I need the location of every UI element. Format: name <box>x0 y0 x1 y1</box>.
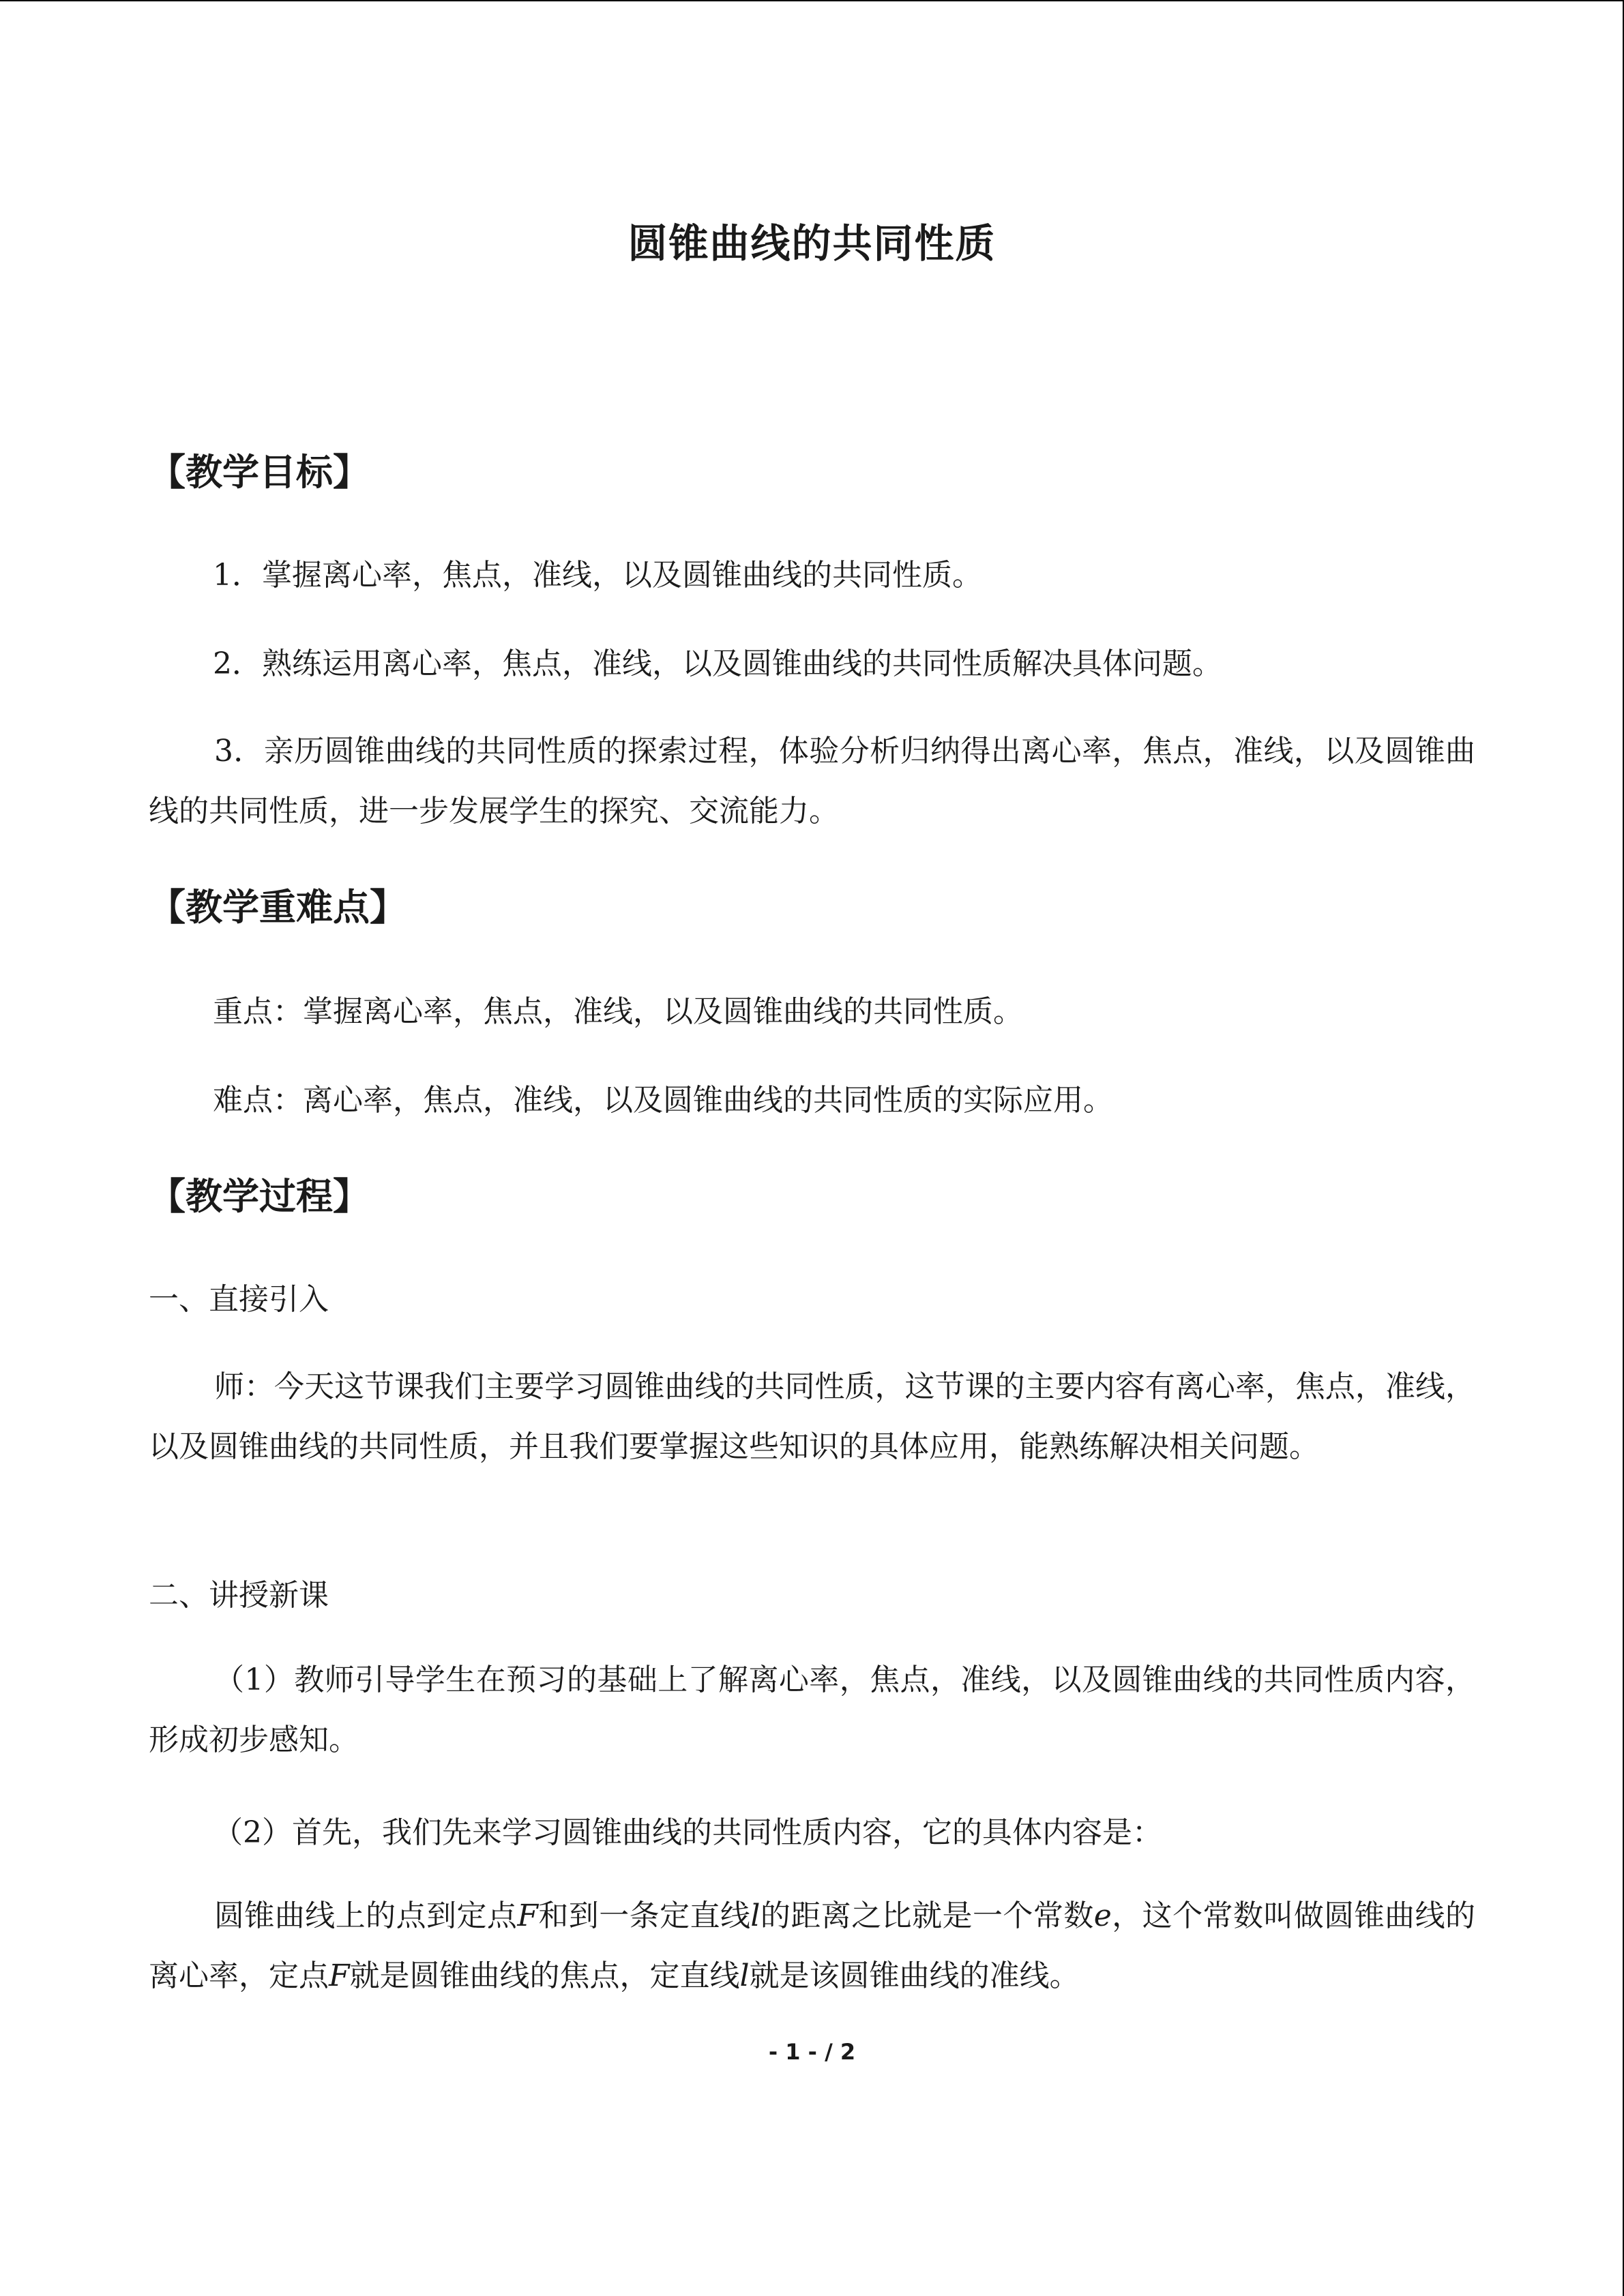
variable-l: l <box>750 1898 761 1933</box>
definition-text-3: 的距离之比就是一个常数 <box>760 1898 1094 1933</box>
heading-process: 【教学过程】 <box>149 1175 370 1218</box>
heading-key-points: 【教学重难点】 <box>149 886 407 929</box>
key-point-difficulty: 难点：离心率，焦点，准线，以及圆锥曲线的共同性质的实际应用。 <box>213 1083 1113 1118</box>
process-part1-title: 一、直接引入 <box>149 1282 329 1317</box>
heading-objectives: 【教学目标】 <box>149 451 370 494</box>
variable-l-2: l <box>739 1958 750 1993</box>
document-title: 圆锥曲线的共同性质 <box>628 220 996 267</box>
definition-text-6: 就是该圆锥曲线的准线。 <box>749 1958 1080 1993</box>
process-step-1: （1）教师引导学生在预习的基础上了解离心率，焦点，准线，以及圆锥曲线的共同性质内容，形成初步感知。 <box>149 1663 1475 1757</box>
variable-F: F <box>517 1898 538 1933</box>
objective-item-3: 3．亲历圆锥曲线的共同性质的探索过程，体验分析归纳得出离心率，焦点，准线，以及圆锥曲线的共同性质，进一步发展学生的探究、交流能力。 <box>149 734 1475 829</box>
definition-text-1: 圆锥曲线上的点到定点 <box>214 1898 518 1933</box>
objective-item-2: 2．熟练运用离心率，焦点，准线，以及圆锥曲线的共同性质解决具体问题。 <box>213 646 1222 681</box>
objective-item-1: 1．掌握离心率，焦点，准线，以及圆锥曲线的共同性质。 <box>213 558 982 593</box>
process-part1-text: 师：今天这节课我们主要学习圆锥曲线的共同性质，这节课的主要内容有离心率，焦点，准线，以及圆锥曲线的共同性质，并且我们要掌握这些知识的具体应用，能熟练解决相关问题。 <box>149 1369 1475 1464</box>
definition-paragraph <box>149 1886 1475 2006</box>
key-point-focus: 重点：掌握离心率，焦点，准线，以及圆锥曲线的共同性质。 <box>213 994 1023 1029</box>
variable-e: e <box>1093 1898 1112 1933</box>
definition-text-5: 就是圆锥曲线的焦点，定直线 <box>349 1958 740 1993</box>
definition-text-2: 和到一条定直线 <box>537 1898 751 1933</box>
page-number: - 1 - / 2 <box>768 2039 856 2065</box>
definition-text-4: ，这个常数叫做圆锥曲线的离心率，定点 <box>149 1898 1476 1993</box>
variable-F-2: F <box>329 1958 350 1993</box>
process-part2-title: 二、讲授新课 <box>149 1578 329 1613</box>
process-step-2: （2）首先，我们先来学习圆锥曲线的共同性质内容，它的具体内容是： <box>213 1815 1162 1850</box>
